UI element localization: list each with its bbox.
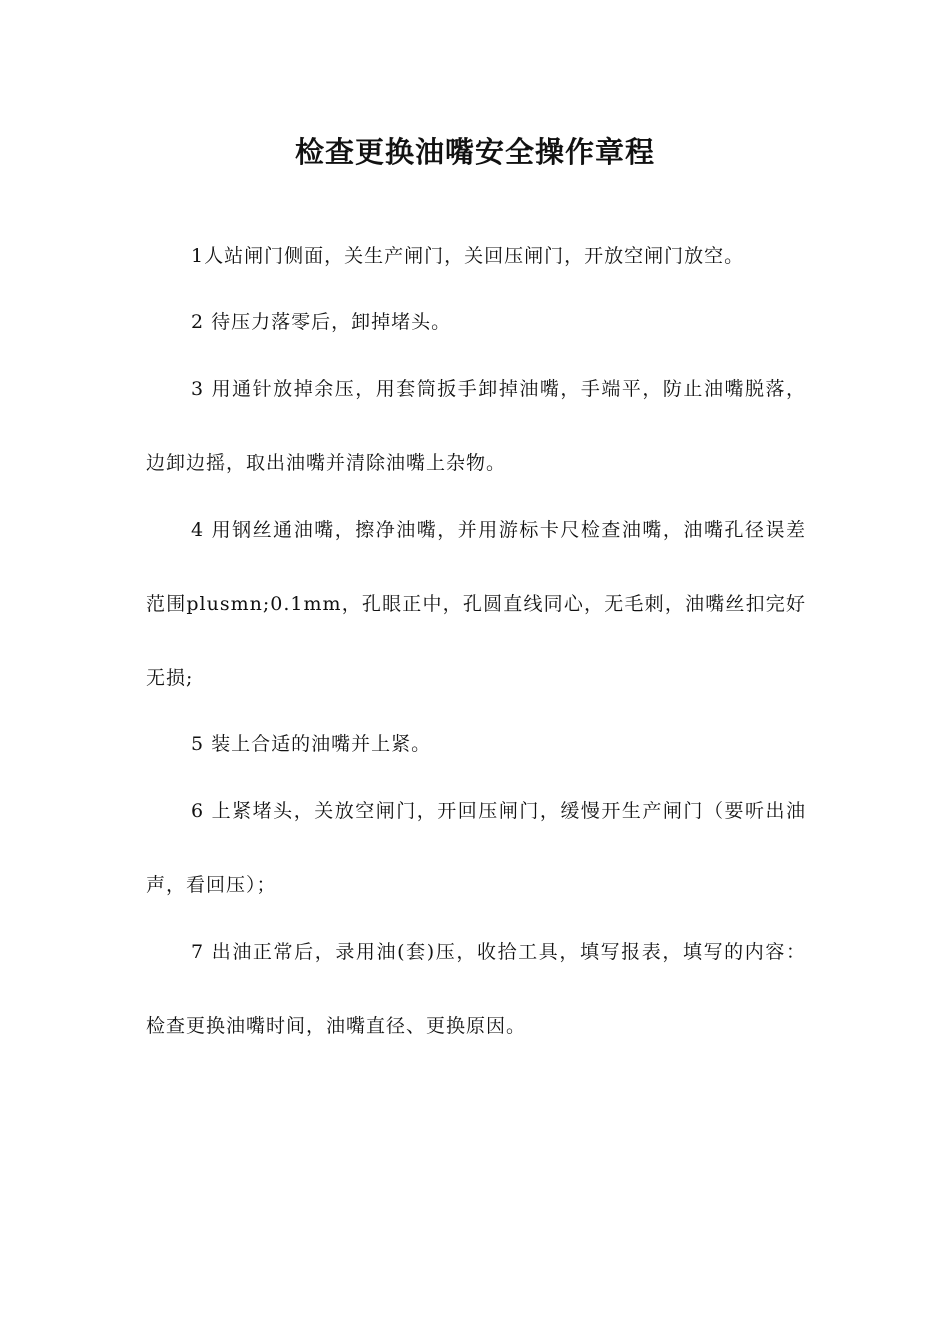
paragraph-4: 4 用钢丝通油嘴，擦净油嘴，并用游标卡尺检查油嘴，油嘴孔径误差范围plusmn;0.1mm，孔眼正中，孔圆直线同心，无毛刺，油嘴丝扣完好无损; [146, 519, 806, 689]
paragraph-5: 5 装上合适的油嘴并上紧。 [191, 733, 432, 755]
paragraph-1: 1人站闸门侧面，关生产闸门，关回压闸门，开放空闸门放空。 [191, 245, 745, 267]
paragraph-2: 2 待压力落零后，卸掉堵头。 [191, 311, 452, 333]
document-title: 检查更换油嘴安全操作章程 [294, 135, 655, 169]
paragraph-3: 3 用通针放掉余压，用套筒扳手卸掉油嘴，手端平，防止油嘴脱落，边卸边摇，取出油嘴并清除油嘴上杂物。 [146, 378, 806, 474]
paragraph-6: 6 上紧堵头，关放空闸门，开回压闸门，缓慢开生产闸门（要听出油声，看回压）； [146, 800, 806, 896]
paragraph-7: 7 出油正常后，录用油(套)压，收拾工具，填写报表，填写的内容：检查更换油嘴时间，油嘴直径、更换原因。 [146, 941, 806, 1037]
document-body [146, 236, 806, 1072]
